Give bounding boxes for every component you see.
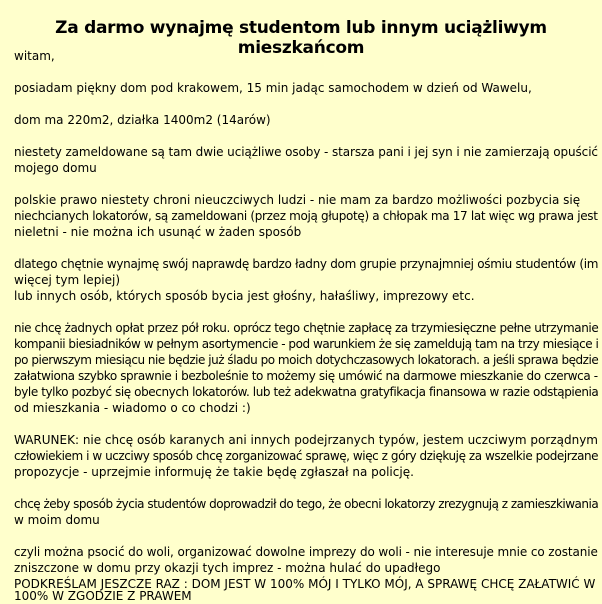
paragraph-offer-line: dlatego chętnie wynajmę swój naprawdę bardzo ładny dom grupie przynajmniej ośmiu studentów (im bbox=[14, 257, 599, 271]
paragraph-parties-line: czyli można psocić do woli, organizować dowolne imprezy do woli - nie interesuje mnie co zostanie bbox=[14, 545, 598, 559]
paragraph-goal-line: chcę żeby sposób życia studentów doprowadził do tego, że obecni lokatorzy zrezygnują z zamieszkiwania bbox=[14, 497, 599, 511]
paragraph-condition-line: człowiekiem i w uczciwy sposób chcę zorganizować sprawę, więc z góry dziękuję za wszelkie podejrzane bbox=[14, 449, 599, 463]
paragraph-offer-line: więcej tym lepiej) bbox=[14, 273, 121, 287]
paragraph-law-line: nieletni - nie można ich usunąć w żaden sposób bbox=[14, 225, 302, 239]
paragraph-parties-line: zniszczone w domu przy okazji tych imprez - można hulać do upadłego bbox=[14, 561, 441, 575]
paragraph-terms-line: byle tylko pozbyć się obecnych lokatorów. lub też adekwatna gratyfikacja finansowa w razie odstąpienia bbox=[14, 385, 599, 399]
paragraph-law-line: polskie prawo niestety chroni nieuczciwych ludzi - nie mam za bardzo możliwości pozbycia się bbox=[14, 193, 581, 207]
paragraph-offer-line: lub innych osób, których sposób bycia jest głośny, hałaśliwy, imprezowy etc. bbox=[14, 289, 475, 303]
paragraph-location: posiadam piękny dom pod krakowem, 15 min jadąc samochodem w dzień od Wawelu, bbox=[14, 81, 532, 95]
paragraph-terms-line: nie chcę żadnych opłat przez pół roku. oprócz tego chętnie zapłacę za trzymiesięczne pełne utrzymanie bbox=[14, 321, 599, 335]
ad-title: Za darmo wynajmę studentom lub innym uciążliwym mieszkańcom bbox=[55, 18, 547, 58]
paragraph-law-line: niechcianych lokatorów, są zameldowani (przez moją głupotę) a chłopak ma 17 lat więc wg prawa jest bbox=[14, 209, 598, 223]
paragraph-terms-line: załatwiona szybko sprawnie i bezboleśnie to możemy się umówić na darmowe mieszkanie do czerwca - bbox=[14, 369, 598, 383]
paragraph-emphasis-line: 100% W ZGODZIE Z PRAWEM bbox=[14, 589, 192, 603]
paragraph-tenants-line: niestety zameldowane są tam dwie uciążliwe osoby - starsza pani i jej syn i nie zamierzają opuścić bbox=[14, 145, 598, 159]
paragraph-terms-line: od mieszkania - wiadomo o co chodzi :) bbox=[14, 401, 251, 415]
paragraph-condition-line: WARUNEK: nie chcę osób karanych ani innych podejrzanych typów, jestem uczciwym porządnym bbox=[14, 433, 598, 447]
paragraph-condition-line: propozycje - uprzejmie informuję że takie będę zgłaszał na policję. bbox=[14, 465, 414, 479]
paragraph-goal-line: w moim domu bbox=[14, 513, 100, 527]
paragraph-emphasis-line: PODKREŚLAM JESZCZE RAZ : DOM JEST W 100% MÓJ I TYLKO MÓJ, A SPRAWĘ CHCĘ ZAŁATWIĆ W bbox=[14, 577, 596, 591]
paragraph-tenants-line: mojego domu bbox=[14, 161, 97, 175]
paragraph-terms-line: kompanii biesiadników w pełnym asortymencie - pod warunkiem że się zameldują tam na trzy miesiące i bbox=[14, 337, 599, 351]
paragraph-size: dom ma 220m2, działka 1400m2 (14arów) bbox=[14, 113, 271, 127]
paragraph-greeting: witam, bbox=[14, 49, 55, 63]
paragraph-terms-line: po pierwszym miesiącu nie będzie już śladu po moich dotychczasowych lokatorach. a jeśli sprawa będzie bbox=[14, 353, 599, 367]
